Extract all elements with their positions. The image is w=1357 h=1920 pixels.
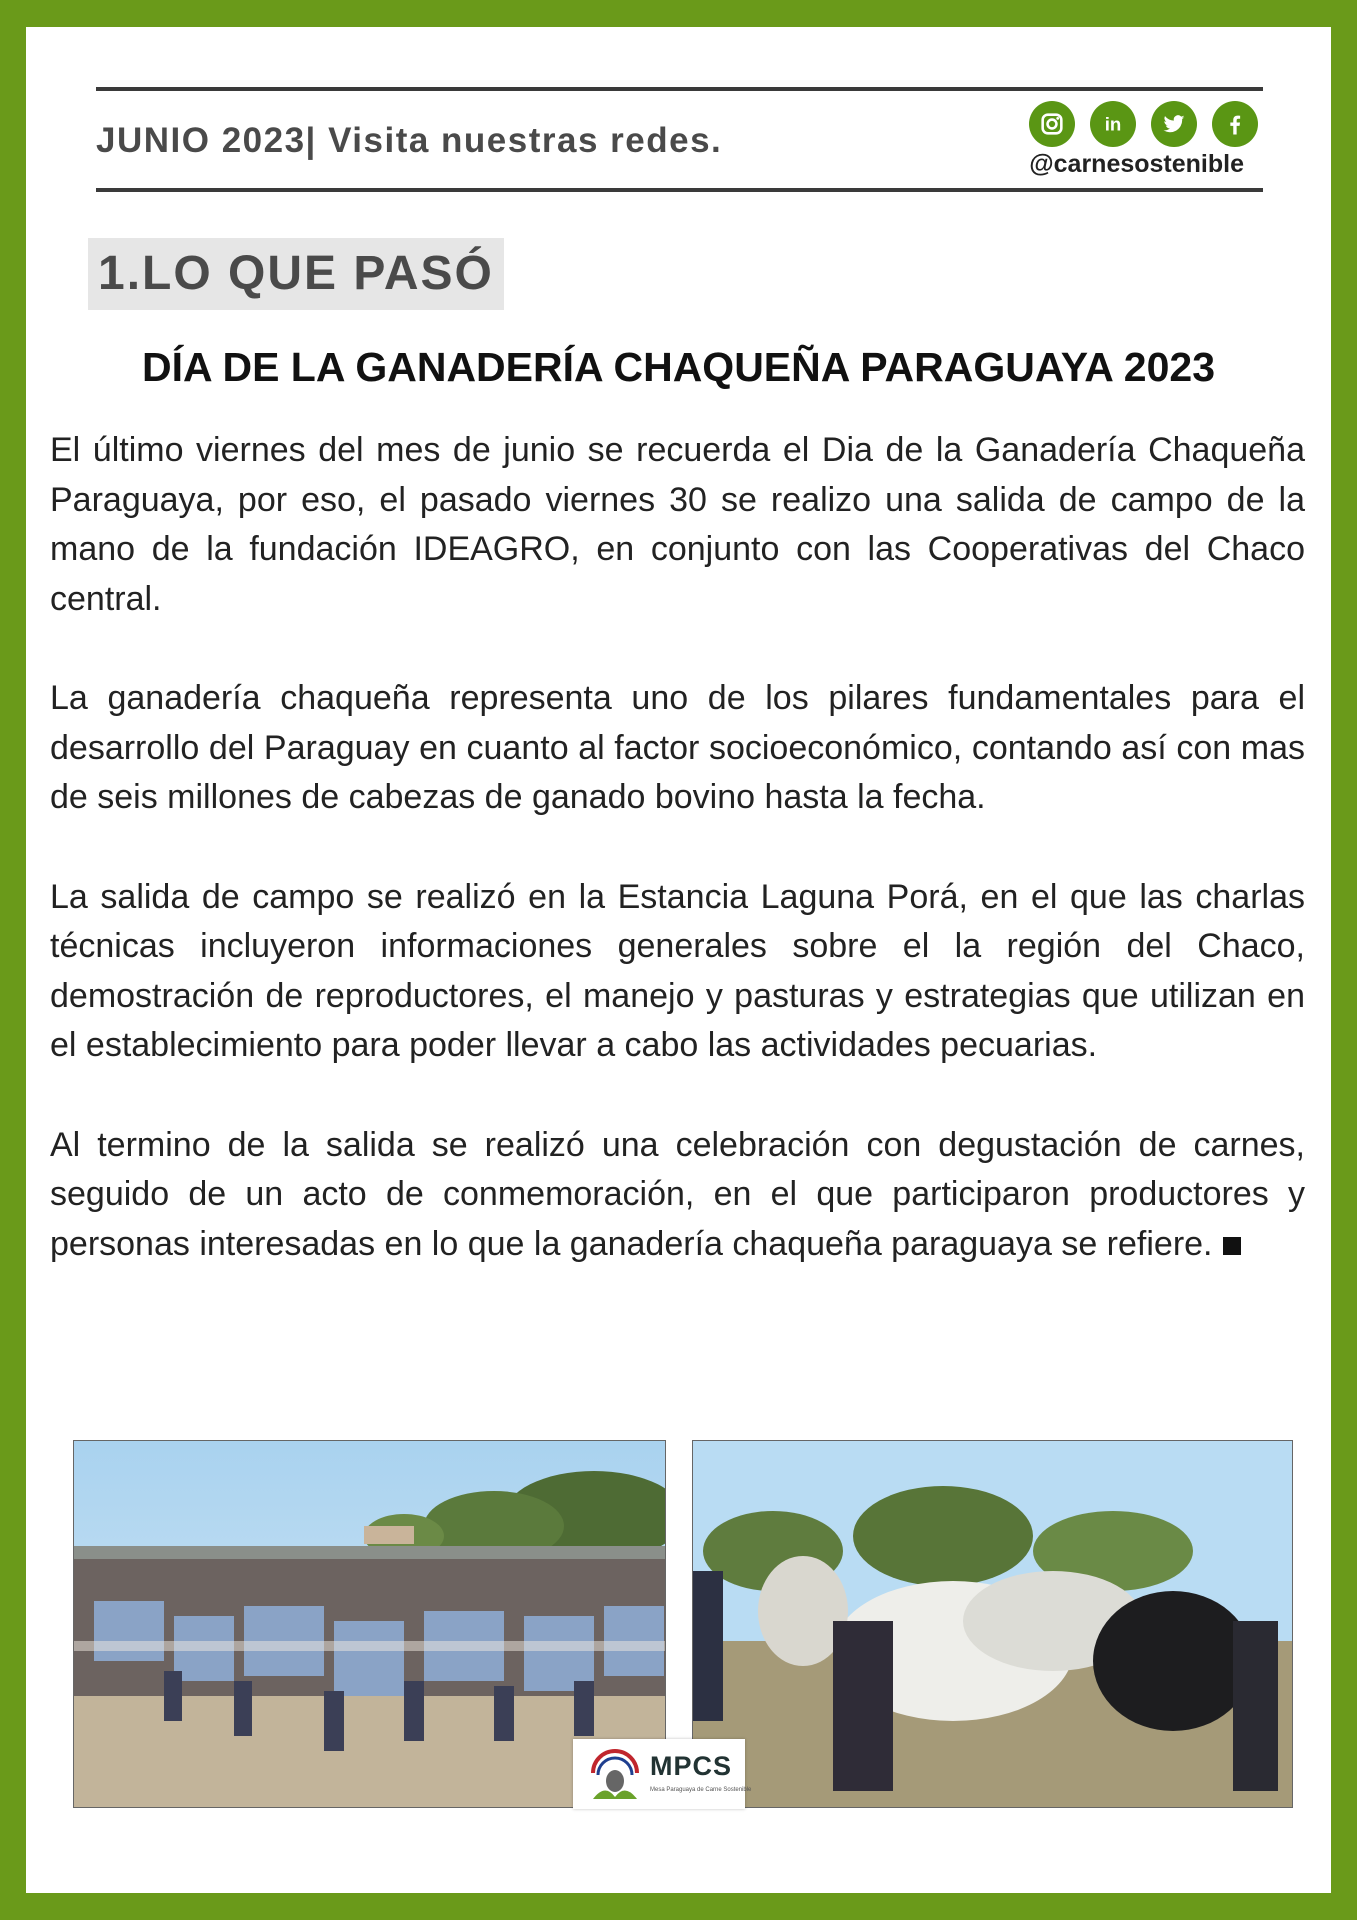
social-links bbox=[1002, 101, 1264, 179]
section-label: 1.LO QUE PASÓ bbox=[88, 238, 504, 310]
article-title: DÍA DE LA GANADERÍA CHAQUEÑA PARAGUAYA 2023 bbox=[141, 344, 1215, 390]
cattle-demonstration-photo bbox=[692, 1440, 1293, 1808]
paragraph-3: La salida de campo se realizó en la Estancia Laguna Porá, en el que las charlas técnicas incluyeron informaciones generales sobre el la región del Chaco, demostración de reproductores, el manejo y pasturas y estrategias que utilizan en el establecimiento para poder llevar a cabo las actividades pecuarias. bbox=[50, 877, 1305, 1064]
newsletter-page bbox=[26, 27, 1331, 1893]
header-top-rule bbox=[96, 87, 1263, 91]
linkedin-glyph: in bbox=[1104, 113, 1122, 135]
social-handle[interactable]: @carnesostenible bbox=[1029, 150, 1244, 178]
logo-name: MPCS bbox=[650, 1751, 733, 1781]
twitter-icon[interactable] bbox=[1151, 101, 1197, 147]
end-of-article-mark bbox=[1223, 1237, 1241, 1255]
paragraph-4-text: Al termino de la salida se realizó una celebración con degustación de carnes, seguido de un acto de conmemoración, en el que participaron productores y personas interesadas en lo que la ganadería chaqueña paraguaya se refiere. bbox=[50, 1125, 1305, 1263]
paragraph-4 bbox=[50, 1121, 1305, 1270]
facebook-icon[interactable] bbox=[1212, 101, 1258, 147]
logo-subtitle: Mesa Paraguaya de Carne Sostenible bbox=[650, 1787, 752, 1793]
paragraph-1: El último viernes del mes de junio se recuerda el Dia de la Ganadería Chaqueña Paraguaya, por eso, el pasado viernes 30 se realizo una salida de campo de la mano de la fundación IDEAGRO, en conjunto con las Cooperativas del Chaco central. bbox=[50, 431, 1305, 618]
article-body bbox=[50, 426, 1305, 1319]
paragraph-2: La ganadería chaqueña representa uno de los pilares fundamentales para el desarrollo del Paraguay en cuanto al factor socioeconómico, contando así con mas de seis millones de cabezas de ganado bovino hasta la fecha. bbox=[50, 679, 1305, 816]
instagram-icon[interactable] bbox=[1029, 101, 1075, 147]
mpcs-logo-icon bbox=[587, 1747, 643, 1803]
header-bottom-rule bbox=[96, 188, 1263, 192]
mpcs-logo bbox=[573, 1739, 752, 1809]
header-date-text: JUNIO 2023| Visita nuestras redes. bbox=[96, 121, 723, 160]
linkedin-icon[interactable] bbox=[1090, 101, 1136, 147]
